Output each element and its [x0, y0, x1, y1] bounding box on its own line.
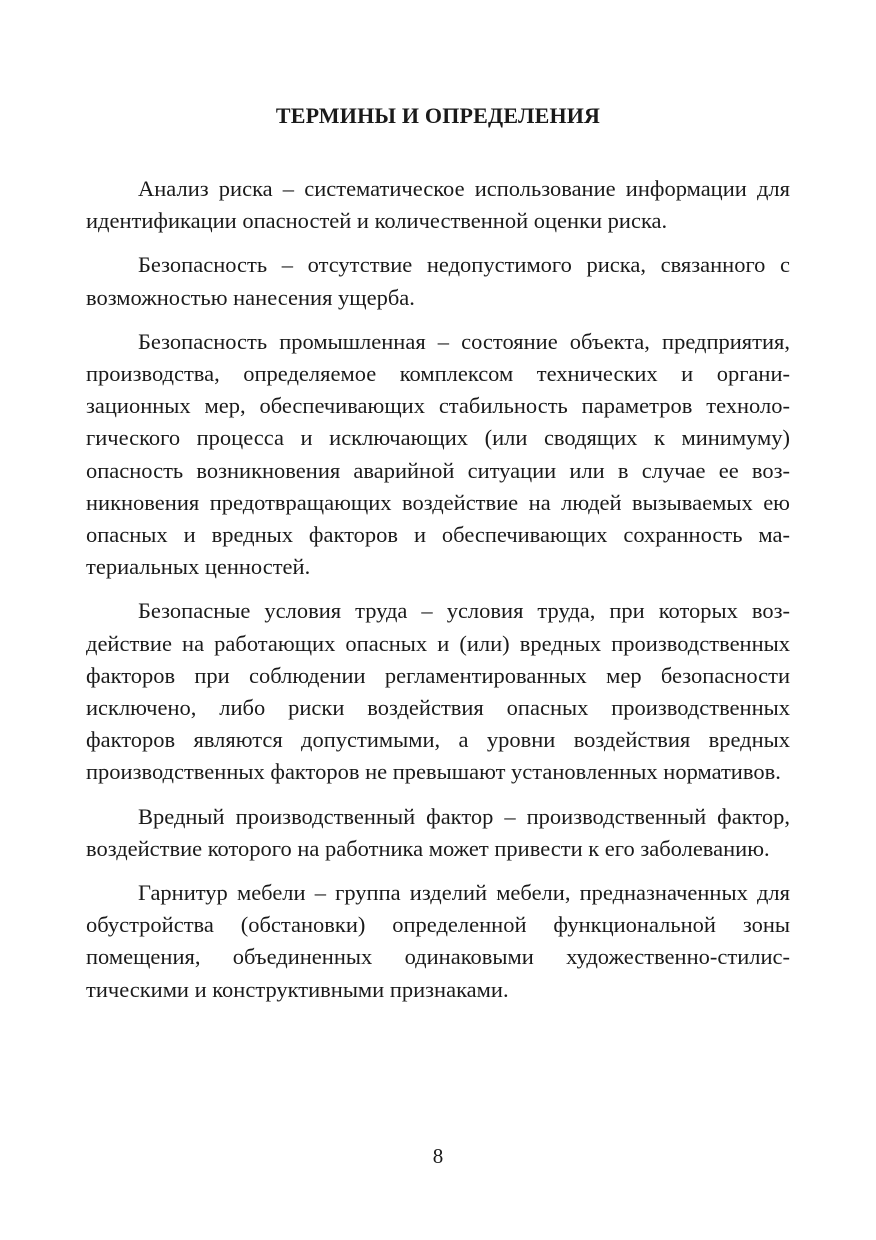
page-number: 8	[432, 1144, 444, 1168]
page-title: ТЕРМИНЫ И ОПРЕДЕЛЕНИЯ	[275, 103, 601, 128]
definition-furniture-set: Гарнитур мебели – группа изделий мебели, предназначенных для обустройства (обстановки) определенной функциональной зоны помещения, объединенных одинаковыми художественно-стилистическими и конструктивными признаками.	[86, 880, 790, 1002]
definitions-list	[86, 173, 790, 1018]
definition-safe-working-conditions: Безопасные условия труда – условия труда, при которых воздействие на работающих опасных и (или) вредных производственных факторов при соблюдении регламентированных мер безопасности исключено, либо риски воздействия опасных производственных факторов являются допустимыми, а уровни воздействия вредных производственных факторов не превышают установленных нормативов.	[86, 598, 790, 785]
definition-industrial-safety: Безопасность промышленная – состояние объекта, предприятия, производства, определяемое комплексом технических и организационных мер, обеспечивающих стабильность параметров технологического процесса и исключающих (или сводящих к минимуму) опасность возникновения аварийной ситуации или в случае ее возникновения предотвращающих воздействие на людей вызываемых ею опасных и вредных факторов и обеспечивающих сохранность материальных ценностей.	[86, 328, 790, 580]
definition-risk-analysis: Анализ риска – систематическое использование информации для идентификации опасностей и количественной оценки риска.	[86, 176, 790, 234]
definition-harmful-factor: Вредный производственный фактор – производственный фактор, воздействие которого на работника может привести к его заболеванию.	[86, 803, 790, 861]
definition-safety: Безопасность – отсутствие недопустимого риска, связанного с возможностью нанесения ущерба.	[86, 252, 790, 310]
